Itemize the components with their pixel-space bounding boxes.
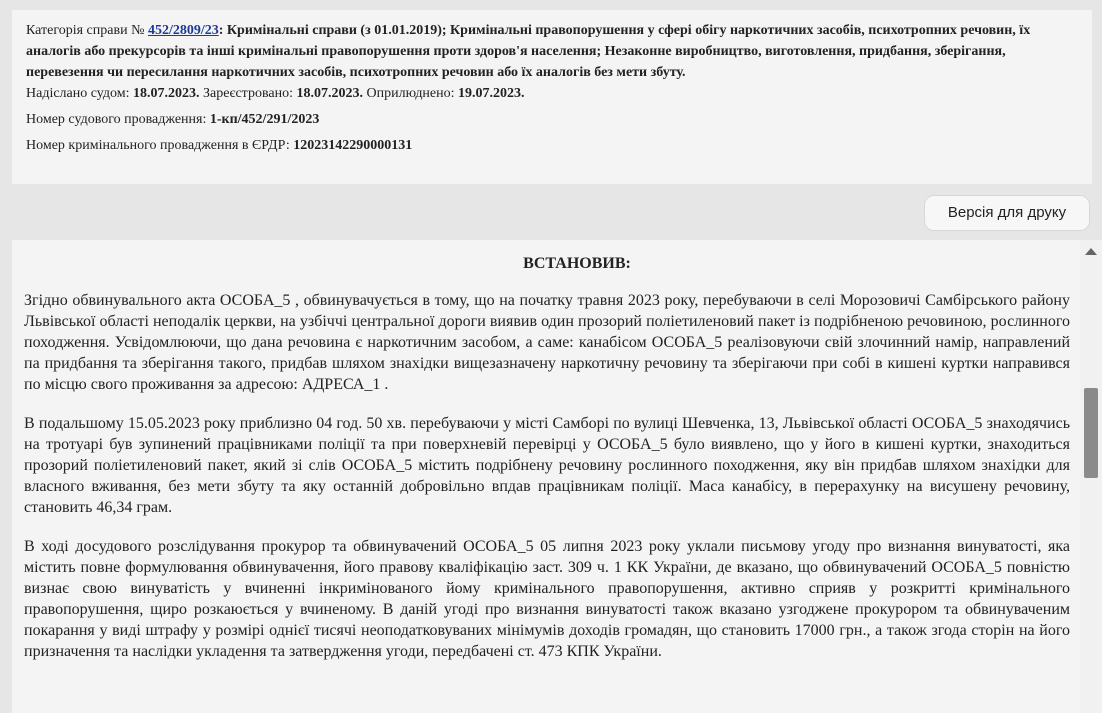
registered-label: Зареєстровано: [203,86,293,101]
registered-date: 18.07.2023. [296,86,363,101]
scrollbar-thumb[interactable] [1084,388,1098,478]
vertical-scrollbar[interactable] [1080,240,1102,713]
document-paragraph: В подальшому 15.05.2023 року приблизно 04 год. 50 хв. перебуваючи у місті Самборі по вулиці Шевченка, 13, Львівської області ОСОБА_5 знаходячись на тротуарі був зупинений працівниками поліції та при поверхневій перевірці у ОСОБА_5 було виявлено, що у його в кишені куртки, знаходиться прозорий поліетиленовий пакет, який зі слів ОСОБА_5 містить подрібнену речовину рослинного походження, яку він придбав шляхом знахідки для власного вживання, без мети збуту та яку останній добровільно впдав працівникам поліції. Маса канабісу, в перерахунку на висушену речовину, становить 46,34 грам. [24,415,1070,516]
document-heading: ВСТАНОВИВ: [523,255,631,272]
print-version-button[interactable]: Версія для друку [924,195,1090,231]
sent-label: Надіслано судом: [26,86,130,101]
case-number-link[interactable]: 452/2809/23 [147,23,219,38]
sent-date: 18.07.2023. [133,86,200,101]
court-proc-number: 1-кп/452/291/2023 [209,112,320,127]
court-proceeding-row [26,109,1078,130]
category-prefix: Категорія справи № [26,23,145,38]
court-proc-label: Номер судового провадження: [26,112,207,127]
document-text-panel [12,240,1090,713]
document-paragraph: Згідно обвинувального акта ОСОБА_5 , обвинувачується в тому, що на початку травня 2023 року, перебуваючи в селі Морозовичі Самбірського району Львівської області неподалік церкви, на узбіччі центральної дороги виявив один прозорий поліетиленовий пакет із подрібненою речовиною, рослинного походження. Усвідомлюючи, що дана речовина є наркотичним засобом, а саме: канабісом ОСОБА_5 реалізовуючи свій злочинний намір, направлений па придбання та зберігання такого, придбав шляхом знахідки вищезазначену наркотичну речовину та зберігаючи при собі в кишені куртки направився по місцю свого проживання за адресою: АДРЕСА_1 . [24,292,1070,393]
erdr-number: 12023142290000131 [293,138,413,153]
case-info-panel [12,10,1092,184]
published-date: 19.07.2023. [458,86,525,101]
published-label: Оприлюднено: [366,86,455,101]
erdr-row [26,135,1078,156]
case-category [26,20,1078,83]
document-paragraph: В ході досудового розслідування прокурор та обвинувачений ОСОБА_5 05 липня 2023 року уклали письмову угоду про визнання винуватості, яка містить повне формулювання обвинувачення, його правову кваліфікацію заст. 309 ч. 1 КК України, де вказано, що обвинувачений ОСОБА_5 повністю визнає свою винуватість у вчиненні інкримінованого йому кримінального правопорушення, активно сприяв у розкритті кримінального правопорушення, щиро розкаюється у вчиненому. В даній угоді про визнання винуватості також вказано узгоджене прокурором та обвинуваченим покарання у виді штрафу у розмірі однієї тисячі неоподатковуваних мінімумів доходів громадян, що становить 17000 грн., а також згода сторін на його призначення та наслідки укладення та затвердження угоди, передбачені ст. 473 КПК України. [24,538,1070,660]
erdr-label: Номер кримінального провадження в ЄРДР: [26,138,290,153]
category-text: : Кримінальні справи (з 01.01.2019); Кримінальні правопорушення у сфері обігу наркотичних засобів, психотропних речовин, їх аналогів або прекурсорів та інші кримінальні правопорушення проти здоров'я населення; Незаконне виробництво, виготовлення, придбання, зберігання, перевезення чи пересилання наркотичних засобів, психотропних речовин або їх аналогів без мети збуту. [26,23,1031,80]
scroll-up-arrow-icon[interactable] [1085,248,1097,255]
dates-row [26,83,1078,104]
